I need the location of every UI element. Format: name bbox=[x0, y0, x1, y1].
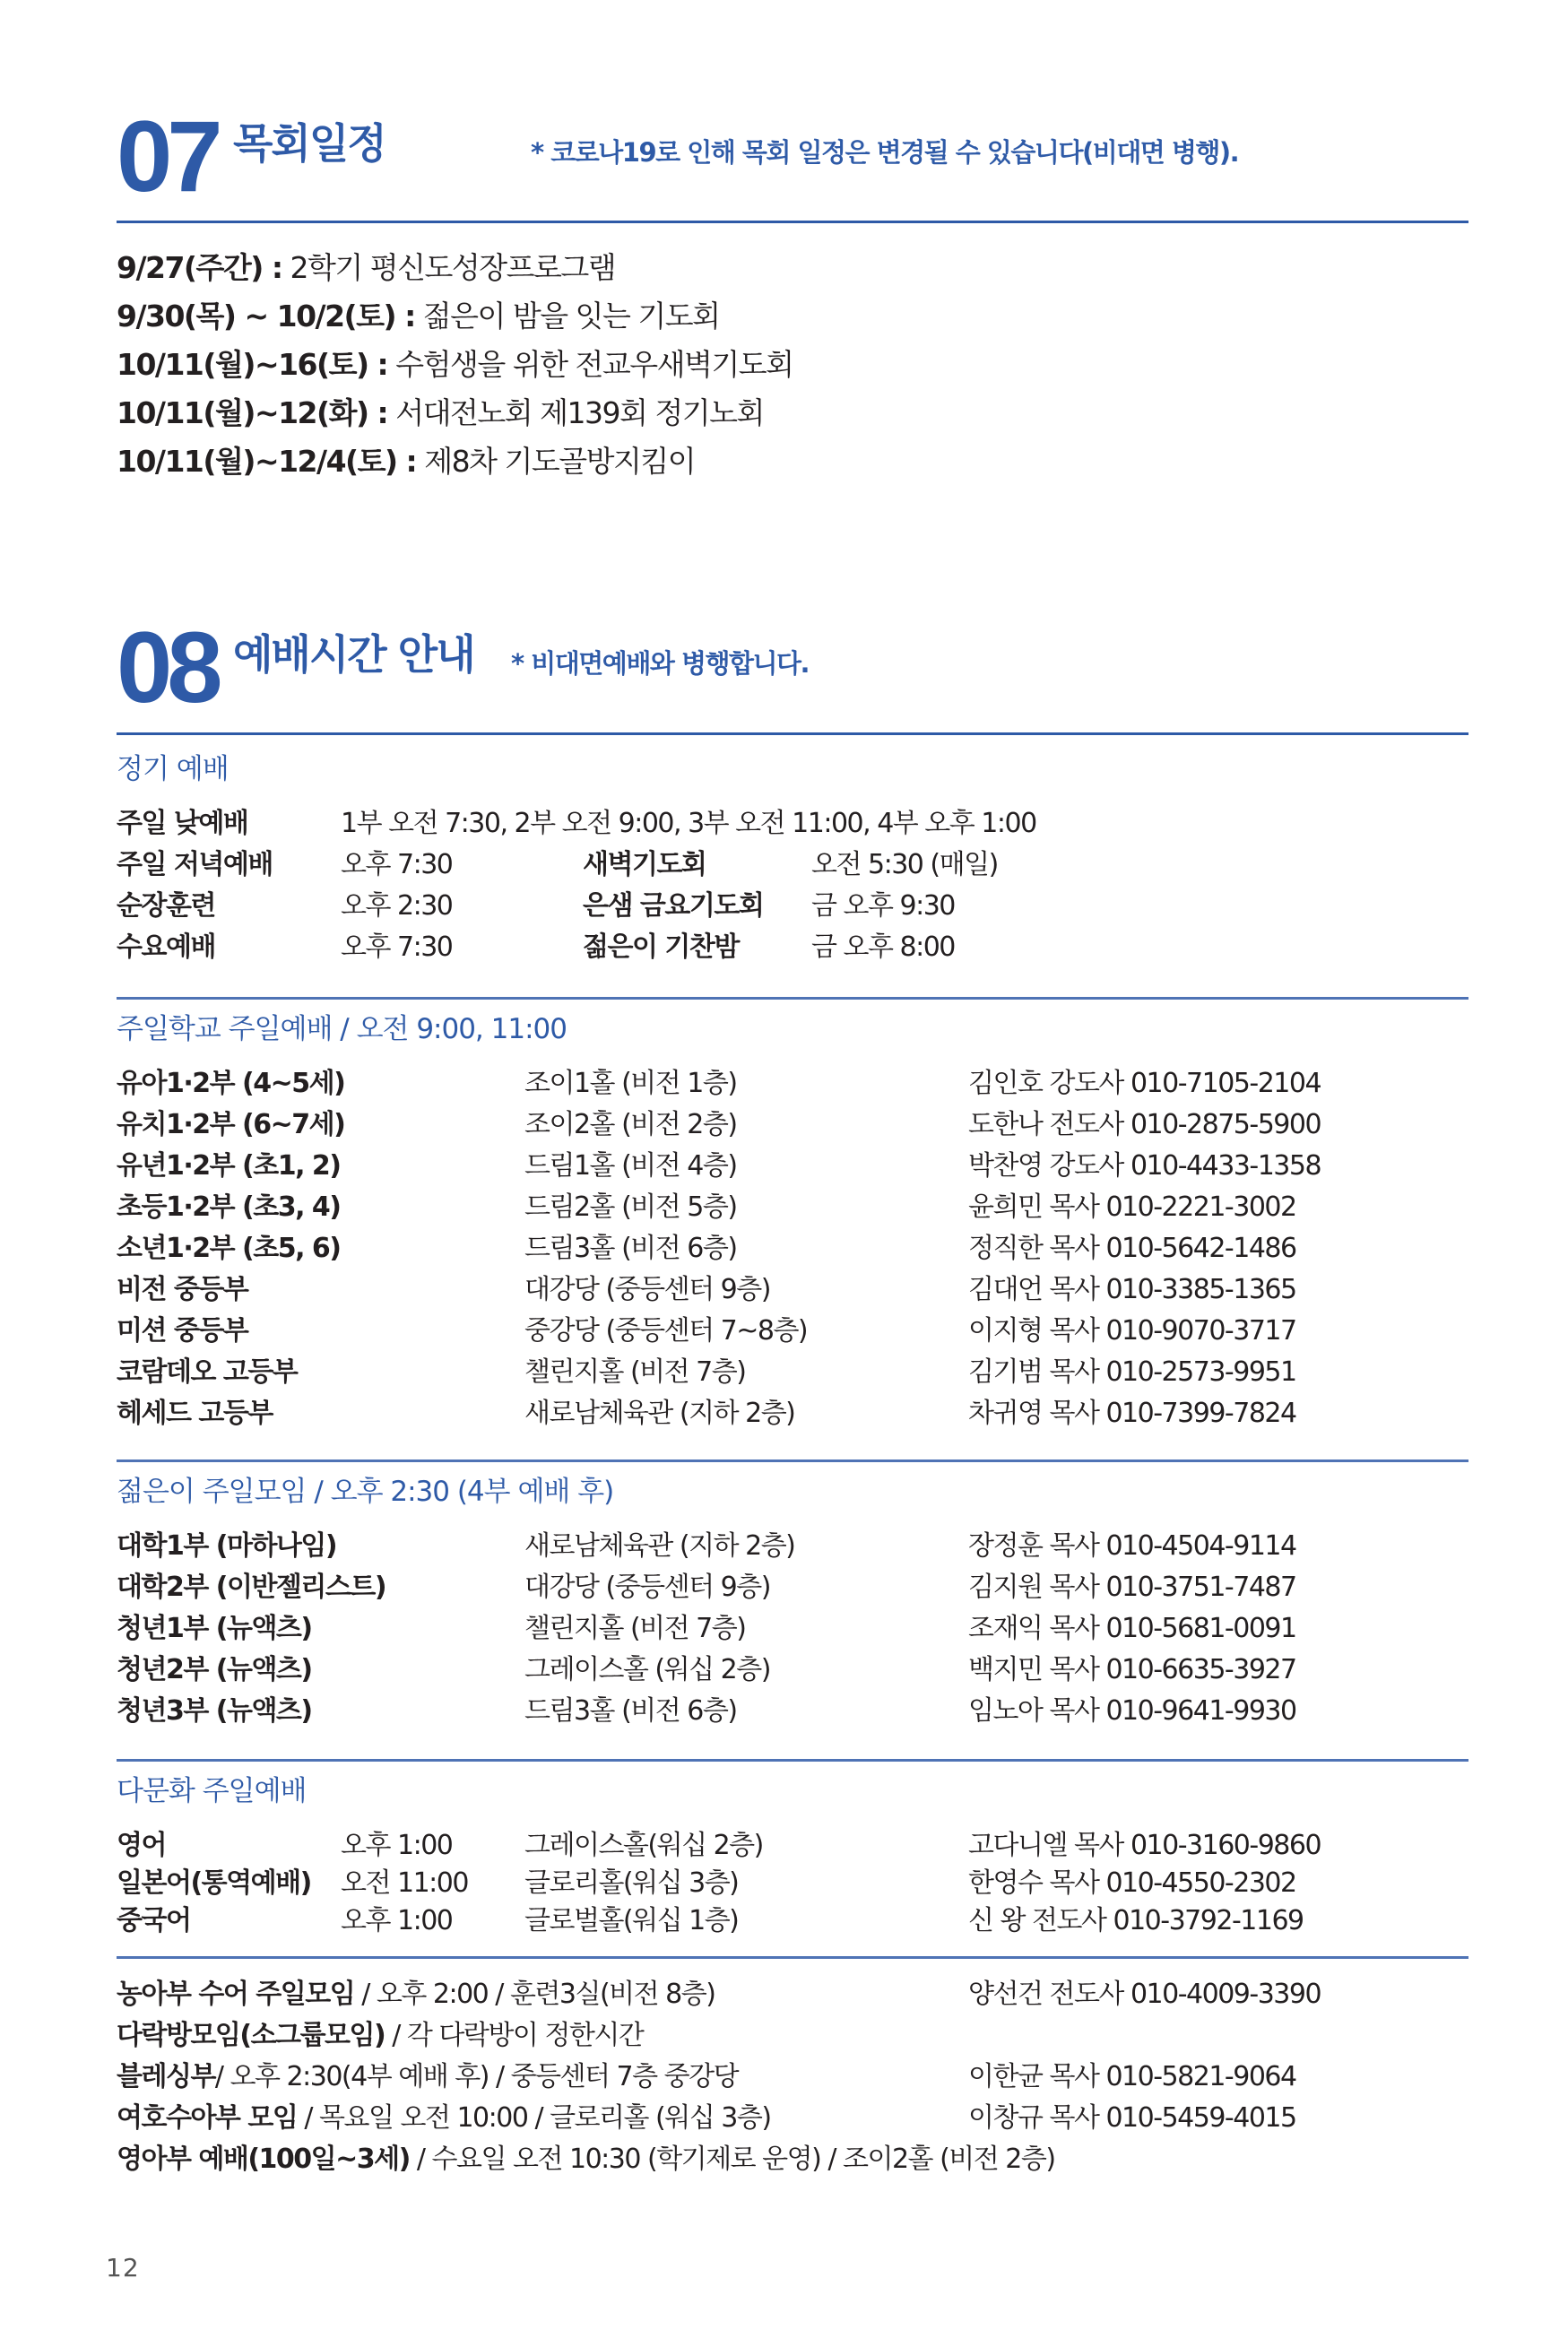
section-divider bbox=[117, 1759, 1468, 1762]
table-row: 청년3부 (뉴액츠) 드림3홀 (비전 6층) 임노아 목사 010-9641-9930 bbox=[117, 1695, 1296, 1727]
table-row: 청년2부 (뉴액츠) 그레이스홀 (워십 2층) 백지민 목사 010-6635-3927 bbox=[117, 1654, 1296, 1685]
section-divider bbox=[117, 221, 1468, 223]
section-number: 07 bbox=[117, 100, 218, 212]
table-row: 유년1·2부 (초1, 2) 드림1홀 (비전 4층) 박찬영 강도사 010-4433-1358 bbox=[117, 1150, 1321, 1182]
sunday-school-title: 주일학교 주일예배 / 오전 9:00, 11:00 bbox=[117, 1013, 567, 1045]
sunday-school-list bbox=[117, 1063, 1468, 1434]
schedule-item: 10/11(월)~12/4(토) : 제8차 기도골방지킴이 bbox=[117, 444, 696, 479]
section-note: * 코로나19로 인해 목회 일정은 변경될 수 있습니다(비대면 병행). bbox=[531, 137, 1239, 168]
table-row: 대학2부 (이반젤리스트) 대강당 (중등센터 9층) 김지원 목사 010-3751-7487 bbox=[117, 1572, 1296, 1603]
section-number: 08 bbox=[117, 611, 218, 723]
other-gatherings-list bbox=[117, 1974, 1468, 2180]
table-row: 유아1·2부 (4~5세) 조이1홀 (비전 1층) 김인호 강도사 010-7105-2104 bbox=[117, 1068, 1321, 1099]
table-row: 비전 중등부 대강당 (중등센터 9층) 김대언 목사 010-3385-1365 bbox=[117, 1274, 1296, 1305]
section-07-header bbox=[117, 100, 1468, 212]
service-row: 주일 낮예배 1부 오전 7:30, 2부 오전 9:00, 3부 오전 11:00, 4부 오후 1:00 bbox=[117, 808, 1036, 839]
regular-services-list bbox=[117, 803, 1468, 968]
table-row: 중국어 오후 1:00 글로벌홀(워십 1층) 신 왕 전도사 010-3792-1169 bbox=[117, 1905, 1304, 1936]
section-divider bbox=[117, 1956, 1468, 1959]
table-row: 유치1·2부 (6~7세) 조이2홀 (비전 2층) 도한나 전도사 010-2875-5900 bbox=[117, 1109, 1321, 1140]
list-item: 영아부 예배(100일~3세) / 수요일 오전 10:30 (학기제로 운영) / 조이2홀 (비전 2층) bbox=[117, 2144, 1055, 2175]
service-row: 주일 저녁예배 오후 7:30 새벽기도회 오전 5:30 (매일) bbox=[117, 849, 998, 880]
youth-list bbox=[117, 1526, 1468, 1732]
service-row: 순장훈련 오후 2:30 은샘 금요기도회 금 오후 9:30 bbox=[117, 890, 955, 922]
page-number: 12 bbox=[106, 2253, 140, 2282]
table-row: 일본어(통역예배) 오전 11:00 글로리홀(워십 3층) 한영수 목사 010-4550-2302 bbox=[117, 1867, 1296, 1899]
youth-title: 젊은이 주일모임 / 오후 2:30 (4부 예배 후) bbox=[117, 1476, 614, 1508]
section-divider bbox=[117, 1459, 1468, 1462]
section-title: 예배시간 안내 bbox=[233, 630, 474, 679]
schedule-item: 9/30(목) ~ 10/2(토) : 젊은이 밤을 잇는 기도회 bbox=[117, 299, 720, 333]
section-divider bbox=[117, 732, 1468, 735]
table-row: 초등1·2부 (초3, 4) 드림2홀 (비전 5층) 윤희민 목사 010-2221-3002 bbox=[117, 1191, 1296, 1223]
service-row: 수요예배 오후 7:30 젊은이 기찬밤 금 오후 8:00 bbox=[117, 931, 955, 963]
table-row: 청년1부 (뉴액츠) 챌린지홀 (비전 7층) 조재익 목사 010-5681-0091 bbox=[117, 1613, 1296, 1644]
table-row: 소년1·2부 (초5, 6) 드림3홀 (비전 6층) 정직한 목사 010-5642-1486 bbox=[117, 1233, 1296, 1264]
schedule-item: 10/11(월)~16(토) : 수험생을 위한 전교우새벽기도회 bbox=[117, 347, 793, 382]
schedule-item: 9/27(주간) : 2학기 평신도성장프로그램 bbox=[117, 250, 616, 285]
table-row: 코람데오 고등부 챌린지홀 (비전 7층) 김기범 목사 010-2573-9951 bbox=[117, 1356, 1296, 1388]
list-item: 농아부 수어 주일모임 / 오후 2:00 / 훈련3실(비전 8층) 양선건 전도사 010-4009-3390 bbox=[117, 1979, 1321, 2010]
section-title: 목회일정 bbox=[233, 119, 386, 168]
table-row: 헤세드 고등부 새로남체육관 (지하 2층) 차귀영 목사 010-7399-7824 bbox=[117, 1398, 1296, 1429]
table-row: 영어 오후 1:00 그레이스홀(워십 2층) 고다니엘 목사 010-3160-9860 bbox=[117, 1830, 1321, 1861]
schedule-item: 10/11(월)~12(화) : 서대전노회 제139회 정기노회 bbox=[117, 395, 764, 430]
table-row: 미션 중등부 중강당 (중등센터 7~8층) 이지형 목사 010-9070-3717 bbox=[117, 1315, 1296, 1347]
section-08-header bbox=[117, 611, 1468, 723]
multicultural-list bbox=[117, 1827, 1468, 1940]
section-divider bbox=[117, 997, 1468, 1000]
schedule-list bbox=[117, 244, 793, 486]
section-note: * 비대면예배와 병행합니다. bbox=[511, 648, 810, 679]
list-item: 여호수아부 모임 / 목요일 오전 10:00 / 글로리홀 (워십 3층) 이창규 목사 010-5459-4015 bbox=[117, 2102, 1296, 2134]
list-item: 다락방모임(소그룹모임) / 각 다락방이 정한시간 bbox=[117, 2020, 644, 2051]
multicultural-title: 다문화 주일예배 bbox=[117, 1775, 307, 1807]
list-item: 블레싱부/ 오후 2:30(4부 예배 후) / 중등센터 7층 중강당 이한균 목사 010-5821-9064 bbox=[117, 2061, 1296, 2092]
regular-services-title: 정기 예배 bbox=[117, 753, 229, 785]
table-row: 대학1부 (마하나임) 새로남체육관 (지하 2층) 장정훈 목사 010-4504-9114 bbox=[117, 1530, 1296, 1562]
